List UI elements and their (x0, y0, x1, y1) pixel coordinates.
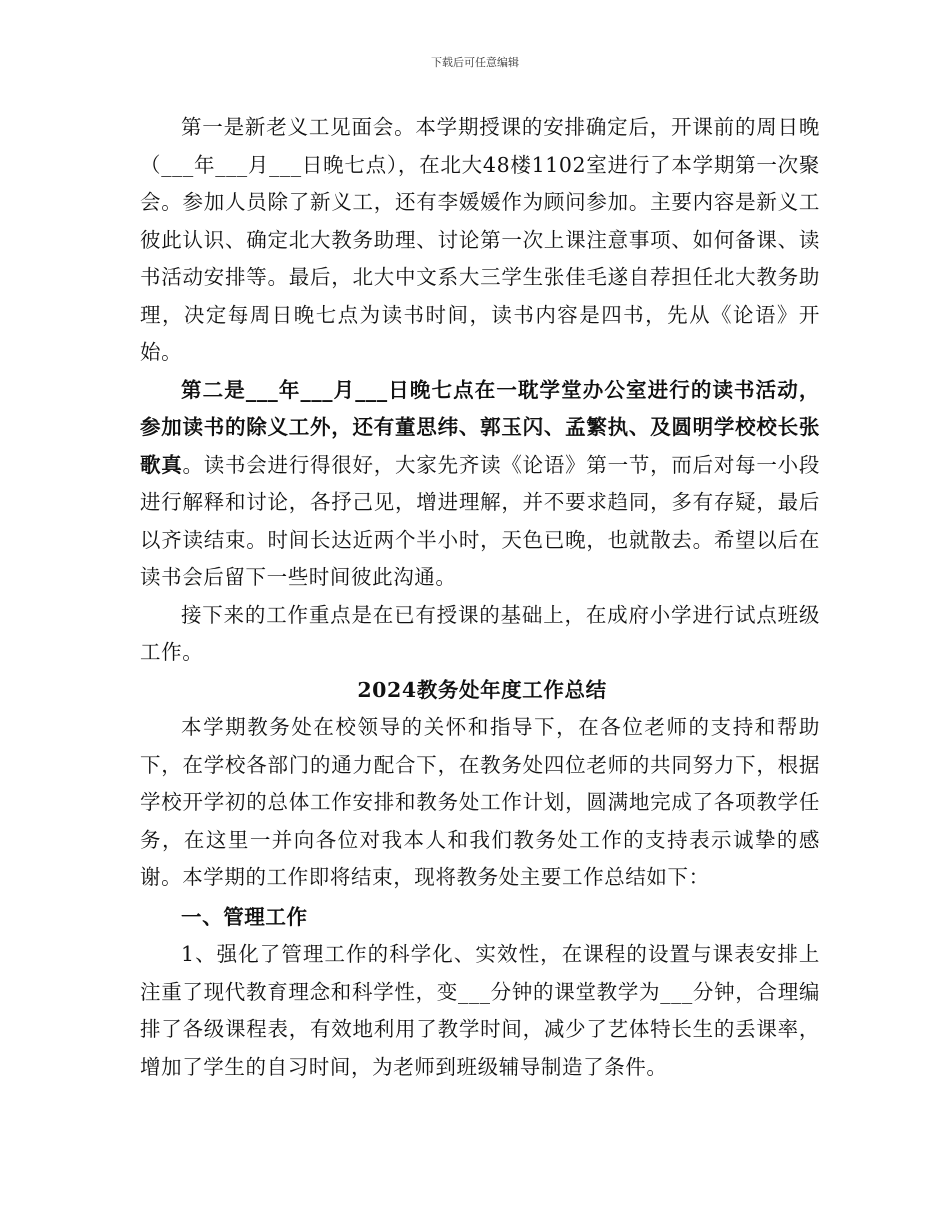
document-body (140, 109, 820, 1086)
reading-activity-text: 。读书会进行得很好，大家先齐读《论语》第一节，而后对每一小段进行解释和讨论，各抒己见，增进理解，并不要求趋同，多有存疑，最后以齐读结束。时间长达近两个半小时，天色已晚，也就散去。希望以后在读书会后留下一些时间彼此沟通。 (140, 452, 821, 589)
paragraph-next-focus: 接下来的工作重点是在已有授课的基础上，在成府小学进行试点班级工作。 (140, 602, 820, 664)
section-heading-management: 一、管理工作 (181, 904, 308, 929)
reading-activity-bold-text: 第二是___年___月___日晚七点在一耽学堂办公室进行的读书活动，参加读书的除义工外，还有董思纬、郭玉闪、孟繁执、及圆明学校校长张歌真 (140, 377, 820, 477)
paragraph-new-volunteers-meeting: 第一是新老义工见面会。本学期授课的安排确定后，开课前的周日晚（___年___月___日晚七点），在北大48楼1102室进行了本学期第一次聚会。参加人员除了新义工，还有李媛媛作为顾问参加。主要内容是新义工彼此认识、确定北大教务助理、讨论第一次上课注意事项、如何备课、读书活动安排等。最后，北大中文系大三学生张佳毛遂自荐担任北大教务助理，决定每周日晚七点为读书时间，读书内容是四书，先从《论语》开始。 (140, 115, 820, 364)
paragraph-summary-intro: 本学期教务处在校领导的关怀和指导下，在各位老师的支持和帮助下，在学校各部门的通力配合下，在教务处四位老师的共同努力下，根据学校开学初的总体工作安排和教务处工作计划，圆满地完成了各项教学任务，在这里一并向各位对我本人和我们教务处工作的支持表示诚挚的感谢。本学期的工作即将结束，现将教务处主要工作总结如下： (140, 715, 820, 889)
paragraph-management-item-1: 1、强化了管理工作的科学化、实效性，在课程的设置与课表安排上注重了现代教育理念和科学性，变___分钟的课堂教学为___分钟，合理编排了各级课程表，有效地利用了教学时间，减少了艺体特长生的丢课率，增加了学生的自习时间，为老师到班级辅导制造了条件。 (140, 942, 820, 1079)
document-title: 2024教务处年度工作总结 (357, 677, 607, 702)
paragraph-reading-activity (140, 372, 820, 597)
header-note: 下载后可任意编辑 (431, 56, 519, 69)
